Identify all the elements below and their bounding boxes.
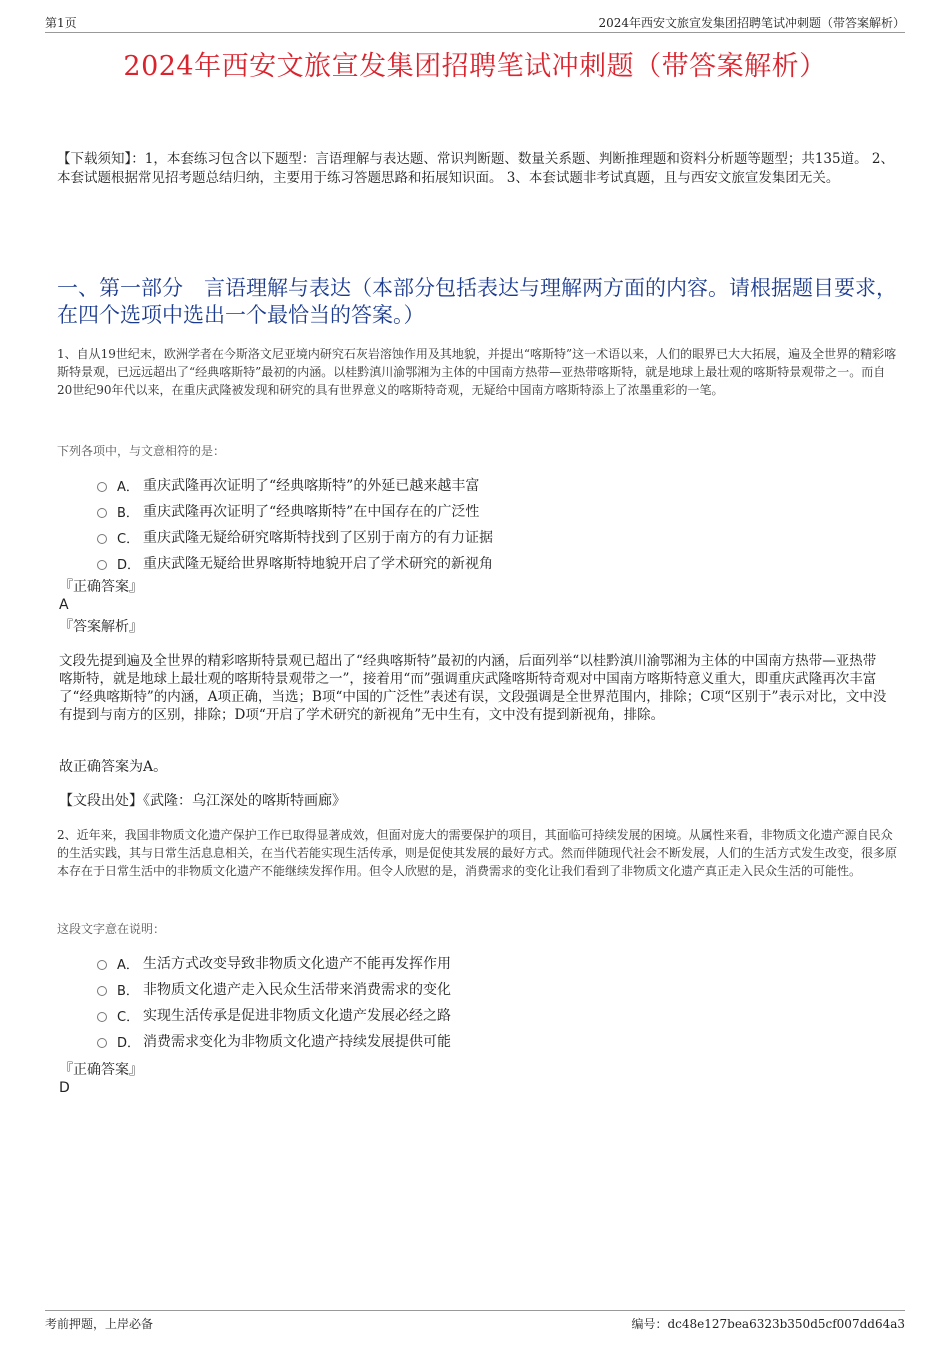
text-source: 【文段出处】《武隆：乌江深处的喀斯特画廊》 xyxy=(59,793,346,809)
radio-icon[interactable] xyxy=(97,534,107,544)
option-a[interactable]: A． 生活方式改变导致非物质文化遗产不能再发挥作用 xyxy=(97,950,451,976)
option-b[interactable]: B． 非物质文化遗产走入民众生活带来消费需求的变化 xyxy=(97,976,451,1002)
correct-answer: A xyxy=(59,597,69,613)
page-number: 第1页 xyxy=(45,16,77,30)
page-header xyxy=(45,14,905,33)
radio-icon[interactable] xyxy=(97,1012,107,1022)
option-c[interactable]: C． 实现生活传承是促进非物质文化遗产发展必经之路 xyxy=(97,1002,451,1028)
document-title: 2024年西安文旅宣发集团招聘笔试冲刺题（带答案解析） xyxy=(123,51,827,82)
radio-icon[interactable] xyxy=(97,986,107,996)
analysis-label: 『答案解析』 xyxy=(59,619,143,635)
option-a[interactable]: A． 重庆武隆再次证明了“经典喀斯特”的外延已越来越丰富 xyxy=(97,472,493,498)
option-d[interactable]: D． 消费需求变化为非物质文化遗产持续发展提供可能 xyxy=(97,1028,451,1054)
section-heading: 一、第一部分 言语理解与表达（本部分包括表达与理解两方面的内容。请根据题目要求，在四个选项中选出一个最恰当的答案。） xyxy=(57,276,897,327)
question-1-prompt: 下列各项中，与文意相符的是： xyxy=(57,444,226,458)
question-1-text: 1、自从19世纪末，欧洲学者在今斯洛文尼亚境内研究石灰岩溶蚀作用及其地貌，并提出“喀斯特”这一术语以来，人们的眼界已大大拓展，遍及全世界的精彩喀斯特景观，已远远超出了“经典喀斯特”最初的内涵。以桂黔滇川渝鄂湘为主体的中国南方热带—亚热带喀斯特，就是地球上最壮观的喀斯特景观带之一。而自20世纪90年代以来，在重庆武隆被发现和研究的具有世界意义的喀斯特奇观，无疑给中国南方喀斯特添上了浓墨重彩的一笔。 xyxy=(57,347,897,397)
radio-icon[interactable] xyxy=(97,508,107,518)
download-notice: 【下载须知】：1，本套练习包含以下题型：言语理解与表达题、常识判断题、数量关系题、判断推理题和资料分析题等题型；共135道。 2、本套试题根据常见招考题总结归纳，主要用于练习答题思路和拓展知识面。 3、本套试题非考试真题，且与西安文旅宣发集团无关。 xyxy=(57,151,894,186)
question-2-options xyxy=(97,950,451,1054)
header-doc-title: 2024年西安文旅宣发集团招聘笔试冲刺题（带答案解析） xyxy=(598,16,905,30)
document-id: 编号：dc48e127bea6323b350d5cf007dd64a3 xyxy=(631,1317,905,1331)
page-footer xyxy=(45,1310,905,1331)
footer-slogan: 考前押题，上岸必备 xyxy=(45,1317,154,1331)
correct-answer-label: 『正确答案』 xyxy=(59,579,143,595)
question-2-prompt: 这段文字意在说明： xyxy=(57,922,166,936)
correct-answer-label: 『正确答案』 xyxy=(59,1062,143,1078)
answer-analysis: 文段先提到遍及全世界的精彩喀斯特景观已超出了“经典喀斯特”最初的内涵，后面列举“以桂黔滇川渝鄂湘为主体的中国南方热带—亚热带喀斯特，就是地球上最壮观的喀斯特景观带之一”，接着用“而”强调重庆武隆喀斯特奇观对中国南方喀斯特意义重大，即重庆武隆再次丰富了“经典喀斯特”的内涵，A项正确，当选；B项“中国的广泛性”表述有误，文段强调是全世界范围内，排除；C项“区别于”表示对比，文中没有提到与南方的区别，排除；D项“开启了学术研究的新视角”无中生有，文中没有提到新视角，排除。 xyxy=(59,653,887,723)
correct-answer: D xyxy=(59,1080,70,1096)
option-b[interactable]: B． 重庆武隆再次证明了“经典喀斯特”在中国存在的广泛性 xyxy=(97,498,493,524)
answer-conclusion: 故正确答案为A。 xyxy=(59,759,168,775)
radio-icon[interactable] xyxy=(97,482,107,492)
radio-icon[interactable] xyxy=(97,560,107,570)
question-2-text: 2、近年来，我国非物质文化遗产保护工作已取得显著成效，但面对庞大的需要保护的项目，其面临可持续发展的困境。从属性来看，非物质文化遗产源自民众的生活实践，其与日常生活息息相关，在当代若能实现生活传承，则是促使其发展的最好方式。然而伴随现代社会不断发展，人们的生活方式发生改变，很多原本存在于日常生活中的非物质文化遗产不能继续发挥作用。但令人欣慰的是，消费需求的变化让我们看到了非物质文化遗产真正走入民众生活的可能性。 xyxy=(57,828,898,878)
option-c[interactable]: C． 重庆武隆无疑给研究喀斯特找到了区别于南方的有力证据 xyxy=(97,524,493,550)
question-1-options xyxy=(97,472,493,576)
radio-icon[interactable] xyxy=(97,1038,107,1048)
option-d[interactable]: D． 重庆武隆无疑给世界喀斯特地貌开启了学术研究的新视角 xyxy=(97,550,493,576)
radio-icon[interactable] xyxy=(97,960,107,970)
